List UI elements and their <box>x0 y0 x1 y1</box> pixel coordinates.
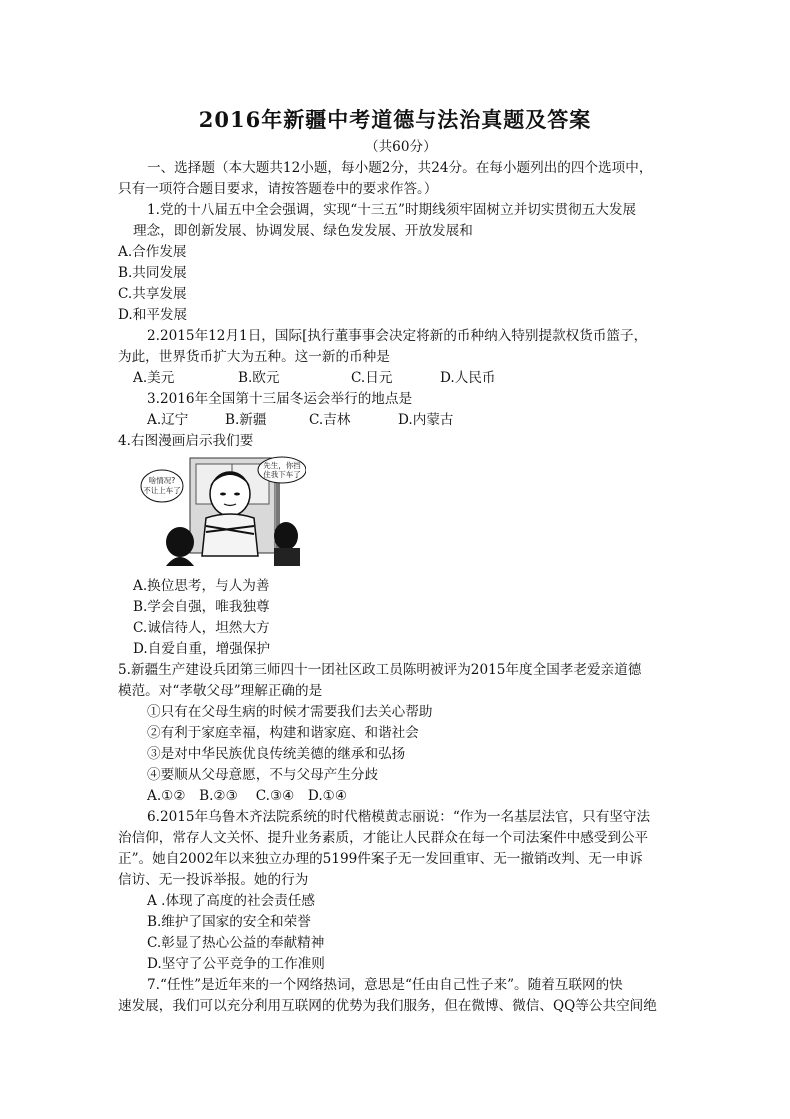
cartoon-bubble-left-line2: 不让上车了 <box>143 486 181 495</box>
question-3-option-b: B.新疆 <box>225 412 267 428</box>
question-1-option-d: D.和平发展 <box>118 307 188 323</box>
question-2-stem: 2.2015年12月1日，国际[执行董事事会决定将新的币种纳入特别提款权货币篮子， <box>147 328 648 344</box>
cartoon-bubble-left-line1: 啥情况? <box>148 476 176 485</box>
question-6-stem-cont-1: 治信仰，常存人文关怀、提升业务素质，才能让人民群众在每一个司法案件中感受到公平 <box>118 830 649 846</box>
question-6-option-b: B.维护了国家的安全和荣誉 <box>147 914 311 930</box>
question-4-option-b: B.学会自强，唯我独尊 <box>133 599 270 615</box>
question-5-options: A.①② B.②③ C.③④ D.①④ <box>147 788 348 804</box>
question-5-stem: 5.新疆生产建设兵团第三师四十一团社区政工员陈明被评为2015年度全国孝老爱亲道德 <box>118 662 642 678</box>
question-2-option-c: C.日元 <box>351 370 393 386</box>
question-5-statement-3: ③是对中华民族优良传统美德的继承和弘扬 <box>147 746 406 762</box>
section-heading: 一、选择题（本大题共12小题，每小题2分，共24分。在每小题列出的四个选项中， <box>147 160 653 176</box>
question-2-option-b: B.欧元 <box>238 370 280 386</box>
question-5-statement-4: ④要顺从父母意愿，不与父母产生分歧 <box>147 767 379 783</box>
question-2-option-a: A.美元 <box>133 370 175 386</box>
question-1-option-a: A.合作发展 <box>118 244 187 260</box>
question-7-stem-cont: 速发展，我们可以充分利用互联网的优势为我们服务，但在微博、微信、QQ等公共空间绝 <box>118 998 657 1014</box>
question-1-option-c: C.共享发展 <box>118 286 187 302</box>
question-3-stem: 3.2016年全国第十三届冬运会举行的地点是 <box>147 391 413 407</box>
question-6-stem-cont-3: 信访、无一投诉举报。她的行为 <box>118 872 309 888</box>
question-1-stem: 1.党的十八届五中全会强调，实现“十三五”时期线须牢固树立并切实贯彻五大发展 <box>147 202 637 218</box>
score-note: （共60分） <box>365 139 437 155</box>
cartoon-drawing <box>140 456 306 566</box>
question-5-statement-2: ②有利于家庭幸福，构建和谐家庭、和谐社会 <box>147 725 419 741</box>
question-4-stem: 4.右图漫画启示我们要 <box>118 433 254 449</box>
question-3-option-d: D.内蒙古 <box>398 412 454 428</box>
question-1-stem-cont: 理念，即创新发展、协调发展、绿色发发展、开放发展和 <box>133 223 473 239</box>
question-7-stem: 7.“任性”是近年来的一个网络热词，意思是“任由自己性子来”。随着互联网的快 <box>147 977 623 993</box>
page-title: 2016年新疆中考道德与法治真题及答案 <box>198 107 592 132</box>
question-3-option-a: A.辽宁 <box>147 412 189 428</box>
question-4-option-d: D.自爱自重，增强保护 <box>133 641 271 657</box>
cartoon-bubble-right-line1: 先生，你挡 <box>263 461 301 470</box>
question-6-option-a: A .体现了高度的社会责任感 <box>147 893 315 909</box>
question-2-stem-cont: 为此，世界货币扩大为五种。这一新的币种是 <box>118 349 390 365</box>
question-6-option-d: D.坚守了公平竞争的工作准则 <box>147 956 325 972</box>
question-4-option-a: A.换位思考，与人为善 <box>133 578 270 594</box>
question-3-option-c: C.吉林 <box>309 412 351 428</box>
question-1-option-b: B.共同发展 <box>118 265 187 281</box>
section-heading-cont: 只有一项符合题目要求，请按答题卷中的要求作答。） <box>118 181 438 197</box>
question-5-statement-1: ①只有在父母生病的时候才需要我们去关心帮助 <box>147 704 433 720</box>
cartoon-illustration <box>140 456 306 566</box>
question-6-option-c: C.彰显了热心公益的奉献精神 <box>147 935 325 951</box>
cartoon-bubble-right-line2: 住我下车了 <box>263 470 301 479</box>
question-6-stem: 6.2015年乌鲁木齐法院系统的时代楷模黄志丽说：“作为一名基层法官，只有坚守法 <box>147 809 651 825</box>
question-5-stem-cont: 模范。对“孝敬父母”理解正确的是 <box>118 683 323 699</box>
question-4-option-c: C.诚信待人，坦然大方 <box>133 620 270 636</box>
question-2-option-d: D.人民币 <box>440 370 496 386</box>
question-6-stem-cont-2: 正”。她自2002年以来独立办理的5199件案子无一发回重审、无一撤销改判、无一申诉 <box>118 851 643 867</box>
